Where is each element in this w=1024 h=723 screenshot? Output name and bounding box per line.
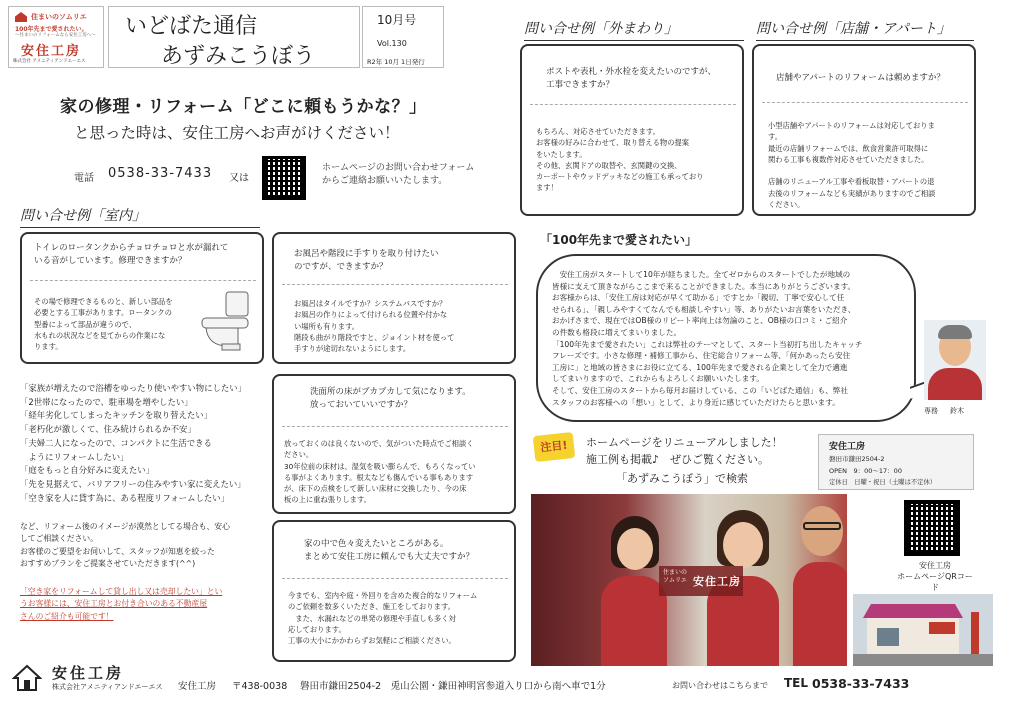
issue-volume: Vol.130 (377, 39, 407, 48)
faq-washroom-card (272, 374, 516, 514)
logo-tagline: 住まいのソムリエ (31, 13, 87, 21)
phone-number[interactable]: 0538-33-7433 (108, 166, 213, 181)
faq-answer: 放っておくのは良くないので、気がついた時点でご相談く ださい。 30年位前の床材は、湿気を吸い膨らんで、もろくなってい る事がよくあります。根太なども傷んでいる事もあります が、床下の点検をして新しい床材に交換したり、今の床 板の上に重ね張りします。 (284, 439, 476, 505)
faq-question: 洗面所の床がブカブカして気になります。 放っておいていいですか？ (310, 387, 471, 410)
logo-sub: 〜住まいのリフォームなら安住工房へ〜 (15, 33, 96, 38)
wish-item: 「空き家を人に貸す為に、ある程度リフォームしたい」 (20, 492, 229, 503)
faq-question: 家の中で色々変えたいところがある。 まとめて安住工房に頼んでも大丈夫ですか？ (304, 539, 475, 562)
divider (762, 102, 968, 103)
divider (282, 284, 508, 285)
person-shirt (601, 576, 667, 666)
faq-multi-renovation-card (272, 520, 516, 662)
toilet-icon (198, 288, 254, 352)
divider (530, 104, 736, 105)
person-face (801, 506, 843, 556)
photo-logo (659, 566, 743, 596)
notice-line2: 施工例も掲載♪ ぜひご覧ください。 (586, 453, 770, 466)
message-heading: 「100年先まで愛されたい」 (540, 233, 698, 247)
faq-exterior-card (520, 44, 744, 216)
footer-logo-name: 安住工房 (52, 664, 125, 682)
hero-qr-code-icon[interactable] (262, 156, 306, 200)
person-shirt (793, 562, 847, 666)
footer-contact-label: お問い合わせはこちらまで (672, 681, 768, 690)
issue-month: 10月号 (377, 13, 417, 27)
staff-name: 鈴木 (950, 407, 964, 415)
faq-exterior-heading: 問い合せ例「外まわり」 (524, 18, 744, 41)
staff-title: 専務 (924, 407, 938, 415)
wish-item: 「夫婦二人になったので、コンパクトに生活できる ようにリフォームしたい」 (20, 437, 212, 462)
notice-search[interactable]: 「あずみこうぼう」で検索 (616, 472, 748, 485)
faq-question: 店舗やアパートのリフォームは頼めますか？ (776, 73, 945, 83)
newsletter-title (108, 6, 360, 68)
footer-postal: 〒438-0038 (232, 681, 288, 692)
staff-shirt (928, 368, 982, 400)
faq-answer: その場で修理できるものと、新しい部品を 必要とする工事があります。ロータンクの 型番によって部品が違うので、 水もれの状況などを見てからの作業にな ります。 (34, 297, 173, 352)
title-line2: あずみこうぼう (161, 44, 316, 69)
homepage-qr-code-icon[interactable] (904, 500, 960, 556)
wishes-note: など、リフォーム後のイメージが漠然としてる場合も、安心 してご相談ください。 お客様のご要望をお伺いして、スタッフが知恵を絞った おすすめプランをご提案させていただきます(^^) (20, 522, 230, 568)
hero-subheadline: と思った時は、安住工房へお声がけください！ (74, 124, 400, 142)
shop-holiday: 定休日 日曜・祝日（土曜は不定休） (829, 479, 937, 486)
footer-company-name: 安住工房 (178, 681, 217, 692)
faq-shop-heading: 問い合せ例「店舗・アパート」 (756, 18, 974, 41)
photo-logo-tagline: 住まいの ソムリエ (663, 569, 688, 584)
footer-tel[interactable]: 0538-33-7433 (812, 676, 910, 691)
building-window (877, 628, 899, 646)
attention-badge-text: 注目! (539, 438, 569, 455)
wish-item: 「2世帯になったので、駐車場を増やしたい」 (20, 396, 193, 407)
logo-name: 安住工房 (21, 44, 82, 59)
staff-person-3 (793, 500, 847, 666)
wish-item: 「先を見据えて、バリアフリーの住みやすい家に変えたい」 (20, 478, 246, 489)
faq-question: お風呂や階段に手すりを取り付けたい のですが、できますか？ (294, 249, 439, 272)
phone-label: 電話 (74, 173, 94, 184)
hero-headline: 家の修理・リフォーム「どこに頼もうかな？」 (60, 97, 427, 117)
footer-tel-label: TEL (784, 676, 809, 690)
notice-line1: ホームページをリニューアルしました！ (586, 436, 783, 449)
faq-indoor-heading: 問い合せ例「室内」 (20, 205, 260, 228)
photo-logo-name: 安住工房 (693, 575, 741, 588)
footer-logo-company: 株式会社アメニティアンドエーエス (52, 683, 163, 691)
header-logo (8, 6, 104, 68)
or-label: 又は (229, 173, 249, 184)
person-glasses (803, 522, 841, 530)
flag-banner (971, 612, 979, 654)
divider (30, 280, 256, 281)
building-ground (853, 654, 993, 666)
faq-answer: 今までも、室内や庭・外回りを含めた複合的なリフォーム のご依頼を数多くいただき、施工をしております。 また、水漏れなどの単発の修理や手直しも多く対 応しております。 工事の大小にかかわらずお気軽にご相談ください。 (288, 591, 478, 646)
person-face (617, 528, 653, 570)
faq-answer: 小型店舗やアパートのリフォームは対応しておりま す。 最近の店舗リフォームでは、飲食営業許可取得に 関わる工事も複数件対応させていただきました。 店舗のリニューアル工事や看板取替・アパートの退 去後のリフォームなども実績がありますのでご相談 ください。 (768, 121, 936, 210)
message-bubble (536, 254, 916, 422)
wish-item: 「庭をもっと自分好みに変えたい」 (20, 465, 154, 476)
shop-name: 安住工房 (829, 442, 866, 452)
staff-photo (924, 320, 986, 400)
divider (282, 578, 508, 579)
footer-house-icon (12, 664, 42, 692)
building-roof (863, 604, 963, 618)
staff-group-photo (531, 494, 847, 666)
logo-company: 株式会社 アメニティアンドエーエス (13, 59, 86, 64)
logo-slogan: 100年先まで愛されたい。 (15, 26, 88, 33)
building-sign (929, 622, 955, 634)
faq-question: ポストや表札・外水栓を変えたいのですが、 工事できますか？ (546, 67, 717, 90)
shop-building-photo (853, 594, 993, 666)
faq-answer: お風呂はタイルですか？システムバスですか？ お風呂の作りによって付けられる位置や付かな い場所も有ります。 階段も曲がり階段ですと、ジョイント材を使って 手すりが途切れないようにします。 (294, 299, 455, 354)
wish-item: 「家族が増えたので浴槽をゆったり使いやすい物にしたい」 (20, 383, 247, 393)
faq-question: トイレのロータンクからチョロチョロと水が漏れて いる音がしています。修理できますか？ (34, 243, 229, 266)
footer-address: 磐田市鎌田2504-2 兎山公園・鎌田神明宮参道入り口から南へ車で1分 (300, 681, 606, 692)
faq-toilet-card (20, 232, 264, 364)
message-body: 安住工房がスタートして10年が経ちました。全てゼロからのスタートでしたが地域の 皆様に支えて頂きながらここまで来ることができました。本当にありがとうございます。 お客様からは、「安住工房は対応が早くて助かる」ですとか「親切、丁寧で安心して任 せられる」、「親しみやすくてなんでも相談しやすい」等、ありがたいお言葉をいただき、 おかげさまで、現在ではOB様のリピート率向上は勿論のこと、OB様の口コミ・ご紹介 の件数も格段に増えてまいりました。 「100年先まで愛されたい」これは弊社のテーマとして、スタート当初打ち出したキャッチ フレーズです。小さな修理・補修工事から、住宅総合リフォーム等、「何かあったら安住 工房に」と地域の皆さまにお役に立てる、100年先まで愛される企業として全力で邁進 してまいりますので、これからもよろしくお願いいたします。 そして、安住工房のスタートから毎月お届けしている、この「いどばた通信」も、弊社 スタッフのお客様への「想い」として、より身近に感じていただけたらと思います。 (552, 270, 863, 407)
faq-shop-card (752, 44, 976, 216)
divider (282, 426, 508, 427)
wishes-list (20, 382, 268, 505)
wish-item: 「経年劣化してしまったキッチンを取り替えたい」 (20, 410, 213, 421)
issue-date: R2年 10月 1日発行 (367, 58, 425, 66)
wish-item: 「老朽化が激しくて、住み続けられるか不安」 (20, 424, 196, 435)
attention-badge (533, 432, 575, 462)
vacant-house-note: 「空き家をリフォームして貸し出し又は売却したい」とい うお客様には、安住工房とお付き合いのある不動産屋 さんのご紹介も可能です！ (20, 587, 223, 621)
qr-caption: 安住工房 ホームページQRコード (897, 561, 973, 592)
shop-address: 磐田市鎌田2504-2 (829, 455, 885, 463)
staff-person-1 (601, 516, 667, 666)
house-icon (15, 12, 27, 22)
shop-info-box (818, 434, 974, 490)
title-line1: いどばた通信 (125, 14, 258, 39)
faq-handrail-card (272, 232, 516, 364)
web-contact-note: ホームページのお問い合わせフォーム からご連絡お願いいたします。 (322, 163, 475, 186)
person-face (723, 522, 763, 568)
issue-info (362, 6, 444, 68)
faq-answer: もちろん、対応させていただきます。 お客様の好みに合わせて、取り替える物の提案 をいたします。 その他、玄関ドアの取替や、玄関鍵の交換、 カーポートやウッドデッキなどの施工も承っており ます！ (536, 127, 704, 193)
staff-hair (938, 325, 972, 339)
shop-hours: OPEN 9：00〜17：00 (829, 467, 902, 475)
